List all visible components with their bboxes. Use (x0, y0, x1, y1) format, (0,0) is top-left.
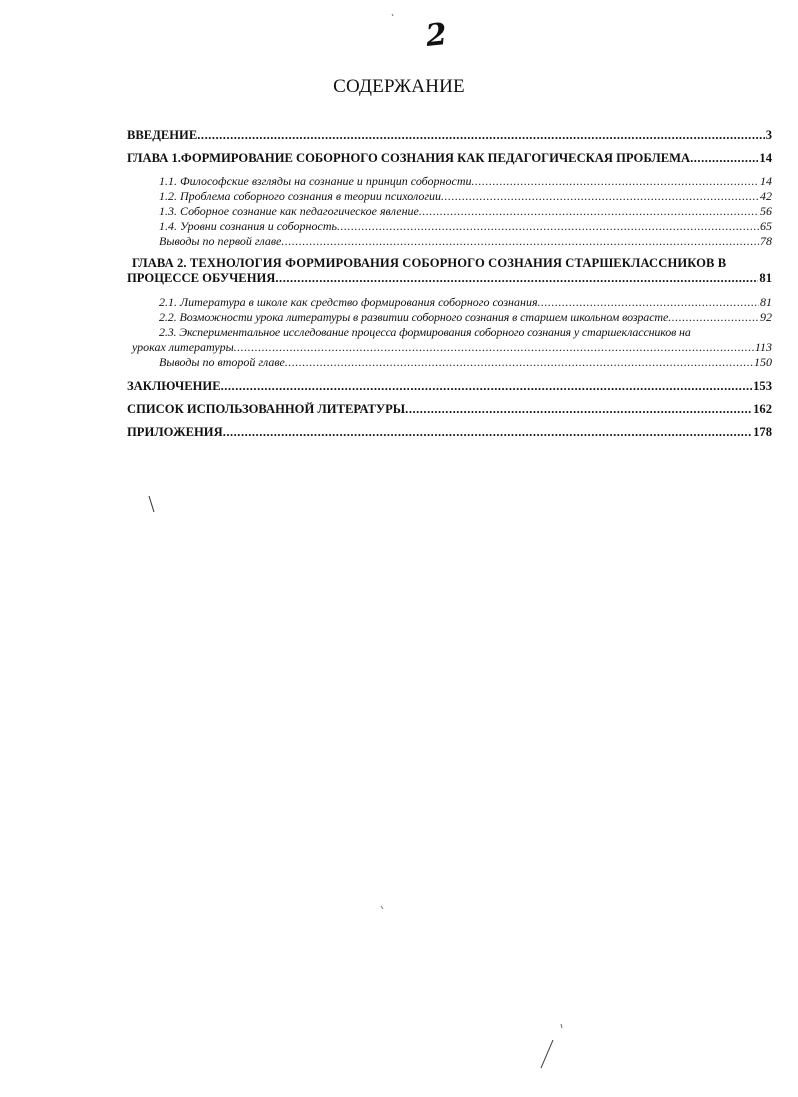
toc-entry-page: 150 (754, 355, 772, 369)
toc-entry-page: 14 (760, 174, 772, 188)
toc-entry-label-line1: 2.3. Экспериментальное исследование процесса формирования соборного сознания у старшеклассников на (159, 325, 691, 339)
toc-entry-page: 178 (753, 425, 772, 439)
toc-entry-label: 1.2. Проблема соборного сознания в теории психологии (159, 189, 442, 203)
scan-mark (561, 1024, 562, 1028)
toc-entry-page: 3 (765, 128, 772, 142)
toc-entry-label: Выводы по второй главе (159, 355, 285, 369)
toc-entry-label: 1.4. Уровни сознания и соборность (159, 219, 337, 233)
toc-entry-label: ЗАКЛЮЧЕНИЕ (127, 379, 221, 393)
toc-entry-label-line2: ПРОЦЕССЕ ОБУЧЕНИЯ (127, 271, 276, 285)
toc-entry-label: 2.1. Литература в школе как средство формирования соборного сознания (159, 295, 538, 309)
toc-entry-page: 153 (753, 379, 772, 393)
toc-entry-page: 162 (753, 402, 772, 416)
toc-entry-page: 42 (760, 189, 772, 203)
toc-entry-label-line1: ГЛАВА 2. ТЕХНОЛОГИЯ ФОРМИРОВАНИЯ СОБОРНОГО СОЗНАНИЯ СТАРШЕКЛАССНИКОВ В (132, 256, 727, 270)
handwritten-page-number: 2 (424, 17, 449, 54)
toc-entry-page: 81 (760, 295, 772, 309)
toc-entry-label: 2.2. Возможности урока литературы в развитии соборного сознания в старшем школьном возрасте (159, 310, 669, 324)
toc-entry-label: СПИСОК ИСПОЛЬЗОВАННОЙ ЛИТЕРАТУРЫ (127, 402, 406, 416)
toc-entry-page: 56 (760, 204, 772, 218)
scan-mark (392, 14, 393, 16)
scan-mark (381, 906, 383, 909)
toc-entry-label: Выводы по первой главе (159, 234, 282, 248)
toc-entry-page: 92 (760, 310, 772, 324)
scan-mark (541, 1040, 553, 1068)
toc-entry-page: 14 (759, 151, 772, 165)
toc-entry-page: 65 (760, 219, 772, 233)
toc-entry-label: 1.1. Философские взгляды на сознание и принцип соборности (159, 174, 472, 188)
scan-mark (149, 496, 154, 512)
toc-entry-label: ПРИЛОЖЕНИЯ (127, 425, 223, 439)
toc-entry-label: ВВЕДЕНИЕ (127, 128, 198, 142)
toc-entry-page: 113 (754, 340, 772, 354)
toc-entry-page: 78 (760, 234, 772, 248)
toc-entry-page: 81 (759, 271, 772, 285)
toc-entry-label: ГЛАВА 1.ФОРМИРОВАНИЕ СОБОРНОГО СОЗНАНИЯ КАК ПЕДАГОГИЧЕСКАЯ ПРОБЛЕМА (127, 151, 691, 165)
toc-entry-label: 1.3. Соборное сознание как педагогическое явление (159, 204, 419, 218)
page-title: СОДЕРЖАНИЕ (333, 76, 465, 97)
toc-entry-label-line2: уроках литературы (132, 340, 234, 354)
